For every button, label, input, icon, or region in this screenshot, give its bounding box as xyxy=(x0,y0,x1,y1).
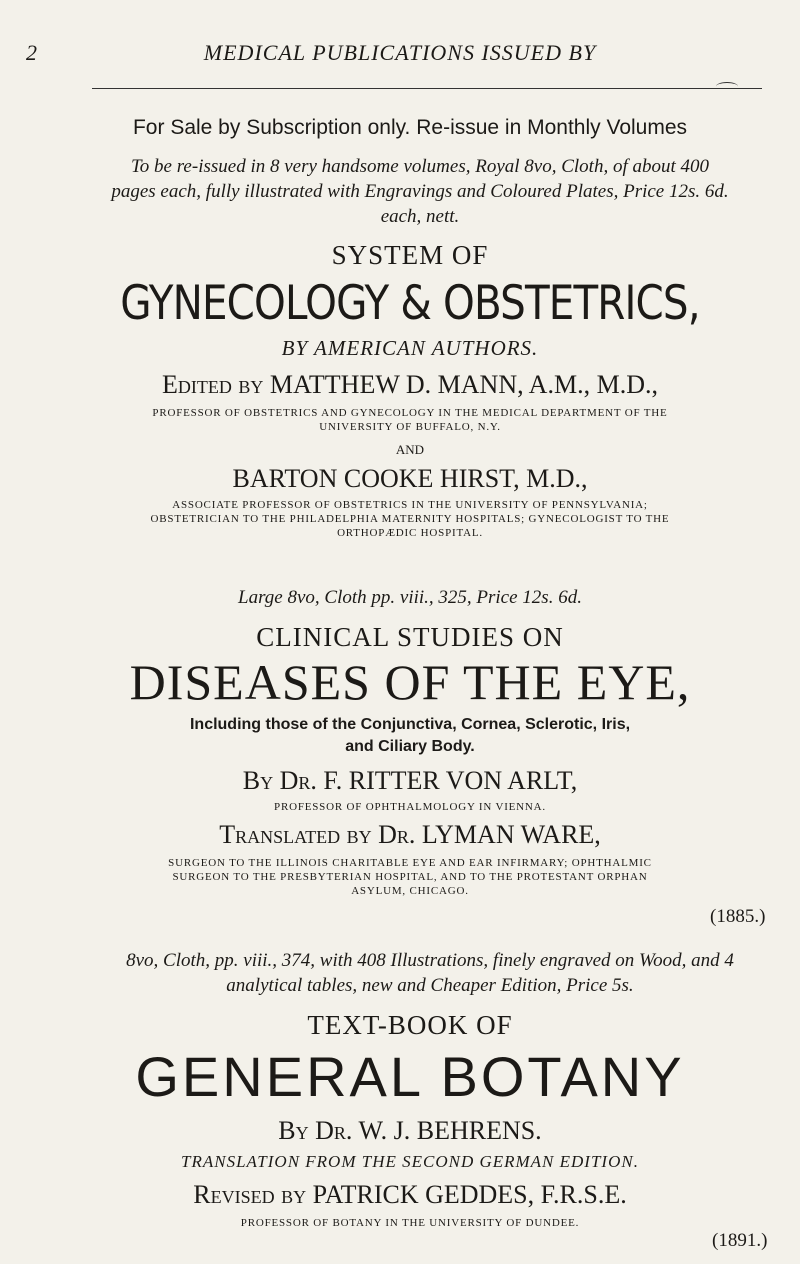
book1-editor2: BARTON COOKE HIRST, M.D., xyxy=(232,464,588,493)
page-number: 2 xyxy=(26,40,37,65)
book2-author-credentials: PROFESSOR OF OPHTHALMOLOGY IN VIENNA. xyxy=(274,801,546,813)
book3-title-line1: TEXT-BOOK OF xyxy=(307,1010,513,1040)
book1-title-line2: GYNECOLOGY & OBSTETRICS, xyxy=(120,276,700,331)
book2-translator-credentials: SURGEON TO THE ILLINOIS CHARITABLE EYE AND EAR INFIRMARY; OPHTHALMIC SURGEON TO THE PRESBYTERIAN HOSPITAL, AND TO THE PROTESTANT ORPHAN ASYLUM, CHICAGO. xyxy=(168,857,652,897)
book2-title-line2: DISEASES OF THE EYE, xyxy=(129,654,691,710)
running-title: MEDICAL PUBLICATIONS ISSUED BY xyxy=(203,40,597,65)
book3-reviser: Revised by PATRICK GEDDES, F.R.S.E. xyxy=(193,1180,627,1209)
book1-description: To be re-issued in 8 very handsome volumes, Royal 8vo, Cloth, of about 400 pages each, fully illustrated with Engravings and Coloured Plates, Price 12s. 6d. each, nett. xyxy=(111,156,729,227)
book2-title-line1: CLINICAL STUDIES ON xyxy=(256,622,564,652)
book1-editor1-credentials: PROFESSOR OF OBSTETRICS AND GYNECOLOGY IN THE MEDICAL DEPARTMENT OF THE UNIVERSITY OF BUFFALO, N.Y. xyxy=(152,407,668,433)
book2-subtitle: Including those of the Conjunctiva, Cornea, Sclerotic, Iris, and Ciliary Body. xyxy=(189,716,631,755)
book1-editor2-credentials: ASSOCIATE PROFESSOR OF OBSTETRICS IN THE UNIVERSITY OF PENNSYLVANIA; OBSTETRICIAN TO THE PHILADELPHIA MATERNITY HOSPITALS; GYNECOLOGIST TO THE ORTHOPÆDIC HOSPITAL. xyxy=(150,499,670,539)
book3-author: By Dr. W. J. BEHRENS. xyxy=(278,1116,542,1145)
book1-title-line1: SYSTEM OF xyxy=(331,240,489,270)
subscription-notice: For Sale by Subscription only. Re-issue in Monthly Volumes xyxy=(132,116,688,139)
book2-author: By Dr. F. RITTER VON ARLT, xyxy=(242,766,578,795)
book3-title-line2: GENERAL BOTANY xyxy=(135,1045,685,1108)
book3-year: (1891.) xyxy=(712,1230,768,1251)
book1-editor1: Edited by MATTHEW D. MANN, A.M., M.D., xyxy=(162,370,658,399)
book1-and: AND xyxy=(395,442,425,457)
book2-translator: Translated by Dr. LYMAN WARE, xyxy=(219,820,601,849)
book3-description: 8vo, Cloth, pp. viii., 374, with 408 Illustrations, finely engraved on Wood, and 4 analytical tables, new and Cheaper Edition, Price 5s. xyxy=(126,950,734,996)
header-rule xyxy=(92,88,762,89)
book3-reviser-credentials: PROFESSOR OF BOTANY IN THE UNIVERSITY OF DUNDEE. xyxy=(240,1217,580,1229)
header-rule-flourish xyxy=(716,82,738,91)
book2-description: Large 8vo, Cloth pp. viii., 325, Price 12s. 6d. xyxy=(238,587,582,608)
book1-authorship: BY AMERICAN AUTHORS. xyxy=(281,336,539,360)
book3-translation-note: TRANSLATION FROM THE SECOND GERMAN EDITION. xyxy=(181,1152,639,1171)
book2-year: (1885.) xyxy=(710,906,766,927)
